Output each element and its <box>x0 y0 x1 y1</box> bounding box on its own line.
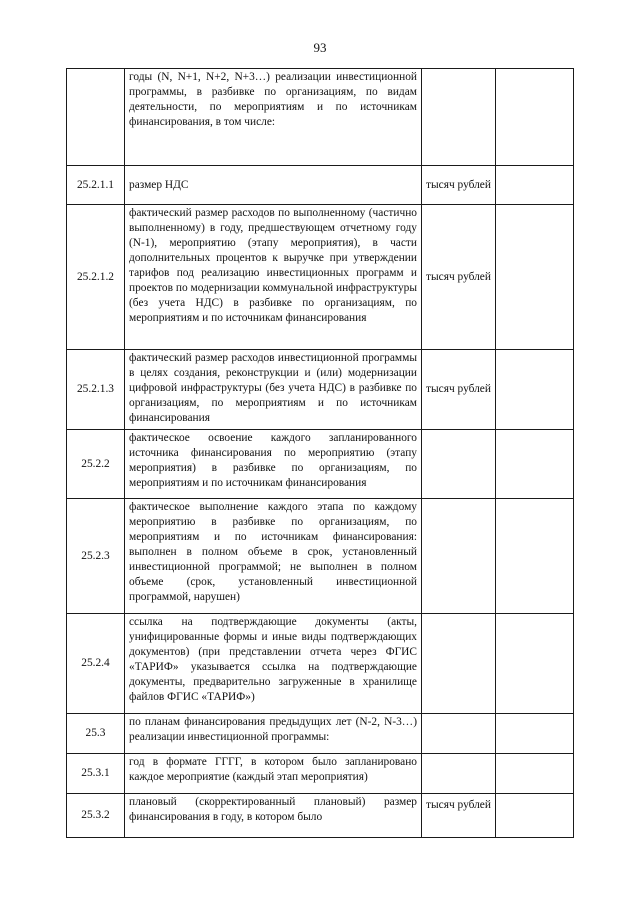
row-number-cell: 25.2.1.2 <box>67 205 125 350</box>
row-number-cell: 25.2.1.3 <box>67 350 125 430</box>
row-value-cell <box>496 205 574 350</box>
row-number-cell: 25.3.2 <box>67 794 125 838</box>
row-value-cell <box>496 614 574 714</box>
table-row <box>67 714 574 754</box>
table-row <box>67 166 574 205</box>
row-value-cell <box>496 714 574 754</box>
row-number-cell: 25.3.1 <box>67 754 125 794</box>
row-number-cell: 25.2.1.1 <box>67 166 125 205</box>
row-unit-cell <box>422 69 496 166</box>
row-description-cell: годы (N, N+1, N+2, N+3…) реализации инвестиционной программы, в разбивке по организациям, по видам деятельности, по мероприятиям и по источникам финансирования, в том числе: <box>125 69 422 166</box>
row-description-cell: ссылка на подтверждающие документы (акты, унифицированные формы и иные виды подтверждающих документов) (при представлении отчета через ФГИС «ТАРИФ» указывается ссылка на подтверждающие документы, предварительно загруженные в хранилище файлов ФГИС «ТАРИФ») <box>125 614 422 714</box>
page-number: 93 <box>313 40 327 55</box>
row-description-cell: фактический размер расходов по выполненному (частично выполненному) в году, предшествующем отчетному году (N-1), мероприятию (этапу мероприятия), в части дополнительных процентов к выручке при утверждении тарифов под реализацию инвестиционных программ и проектов по модернизации коммунальной инфраструктуры (без учета НДС) в разбивке по организациям, по мероприятиям и по источникам финансирования <box>125 205 422 350</box>
table-row <box>67 430 574 499</box>
row-description-cell: фактический размер расходов инвестиционной программы в целях создания, реконструкции и (или) модернизации цифровой инфраструктуры (без учета НДС) в разбивке по организациям, по мероприятиям и по источникам финансирования <box>125 350 422 430</box>
row-number-cell: 25.2.3 <box>67 499 125 614</box>
document-table <box>66 68 574 838</box>
row-number-cell <box>67 69 125 166</box>
table-row <box>67 754 574 794</box>
table-row <box>67 794 574 838</box>
row-value-cell <box>496 430 574 499</box>
row-description-cell: фактическое выполнение каждого этапа по каждому мероприятию в разбивке по организациям, по мероприятиям и по источникам финансирования: выполнен в полном объеме в срок, установленный инвестиционной программой; не выполнен в полном объеме (срок, установленный инвестиционной программой, нарушен) <box>125 499 422 614</box>
row-unit-cell <box>422 714 496 754</box>
row-unit-cell <box>422 499 496 614</box>
row-unit-cell: тысяч рублей <box>422 350 496 430</box>
row-value-cell <box>496 69 574 166</box>
row-description-cell: год в формате ГГГГ, в котором было запланировано каждое мероприятие (каждый этап мероприятия) <box>125 754 422 794</box>
table-row <box>67 350 574 430</box>
table-row <box>67 205 574 350</box>
table-row <box>67 69 574 166</box>
row-description-cell: по планам финансирования предыдущих лет (N-2, N-3…) реализации инвестиционной программы: <box>125 714 422 754</box>
row-value-cell <box>496 754 574 794</box>
row-number-cell: 25.3 <box>67 714 125 754</box>
row-description-cell: плановый (скорректированный плановый) размер финансирования в году, в котором было <box>125 794 422 838</box>
row-unit-cell <box>422 430 496 499</box>
row-unit-cell <box>422 614 496 714</box>
row-description-cell: размер НДС <box>125 166 422 205</box>
row-unit-cell: тысяч рублей <box>422 166 496 205</box>
row-description-cell: фактическое освоение каждого запланированного источника финансирования по мероприятию (этапу мероприятия) в разбивке по организациям, по мероприятиям и по источникам финансирования <box>125 430 422 499</box>
table-row <box>67 499 574 614</box>
row-number-cell: 25.2.4 <box>67 614 125 714</box>
table-row <box>67 614 574 714</box>
row-value-cell <box>496 166 574 205</box>
row-unit-cell: тысяч рублей <box>422 794 496 838</box>
row-number-cell: 25.2.2 <box>67 430 125 499</box>
row-value-cell <box>496 499 574 614</box>
row-value-cell <box>496 350 574 430</box>
row-unit-cell: тысяч рублей <box>422 205 496 350</box>
row-value-cell <box>496 794 574 838</box>
row-unit-cell <box>422 754 496 794</box>
